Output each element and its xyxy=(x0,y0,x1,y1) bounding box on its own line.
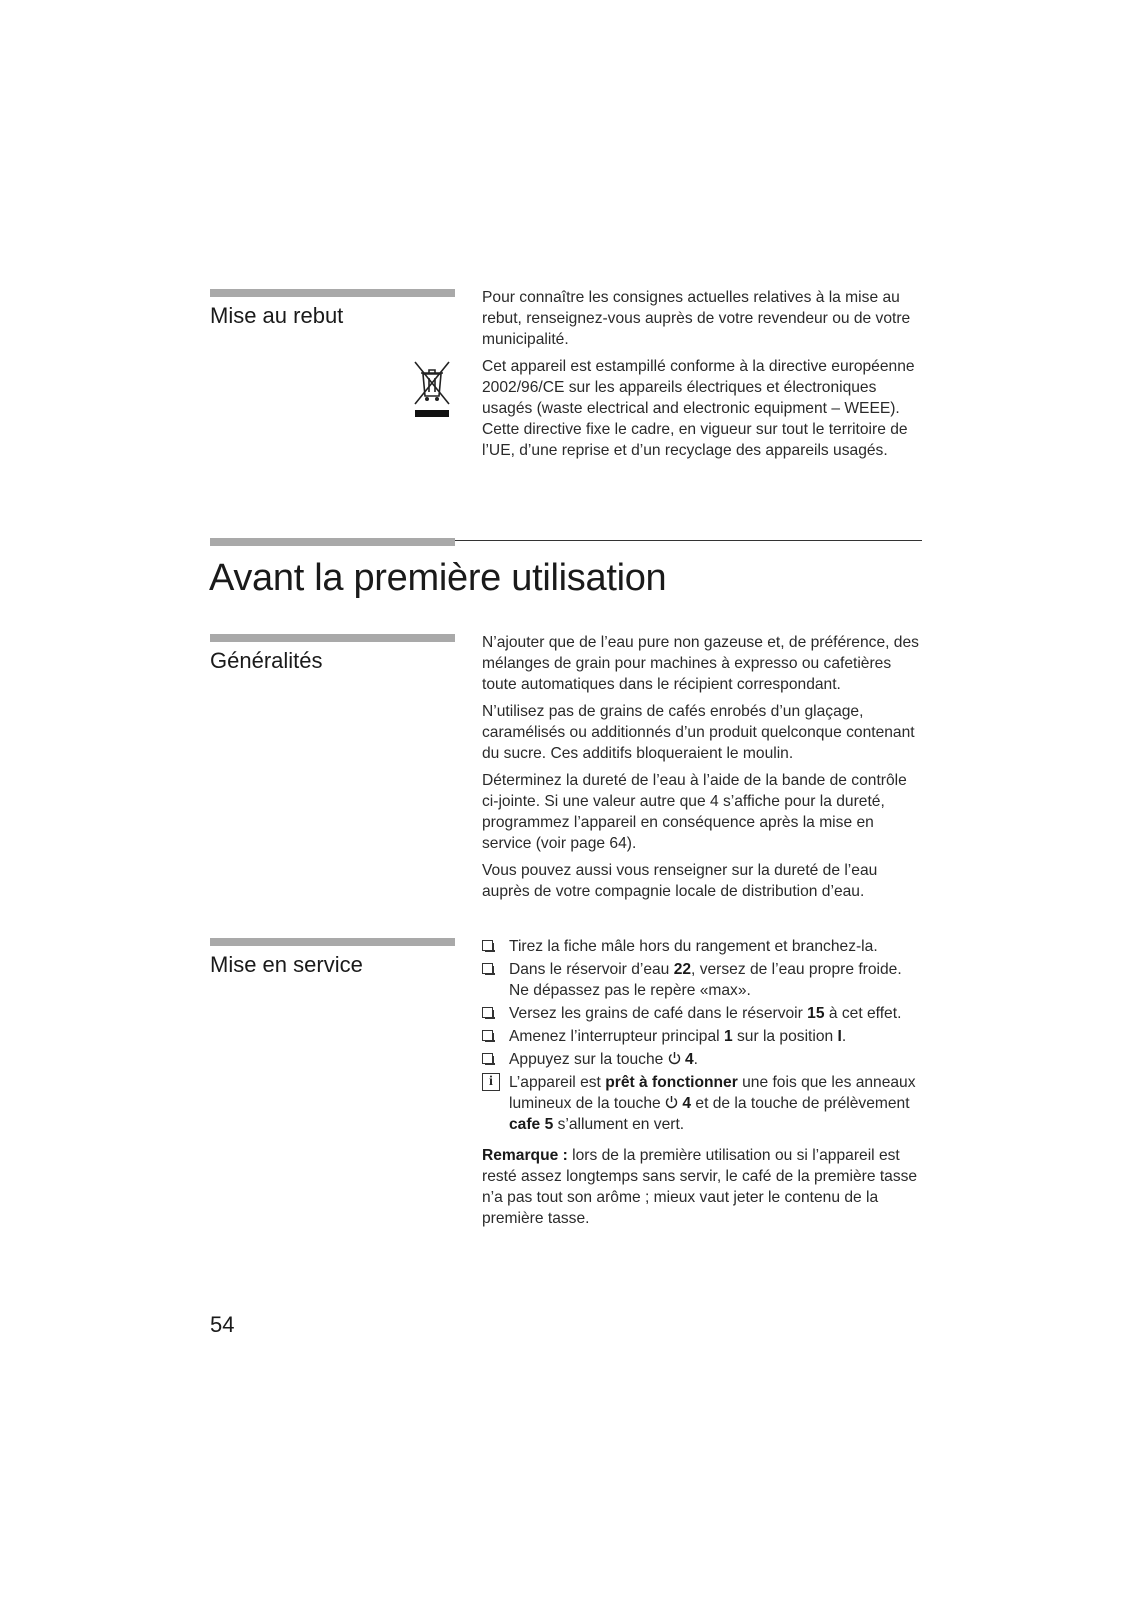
generalites-paragraph: N’utilisez pas de grains de cafés enrobés d’un glaçage, caramélisés ou additionnés d’un produit quelconque contenant du sucre. Ces additifs bloqueraient le moulin. xyxy=(482,703,915,762)
page-number: 54 xyxy=(210,1312,235,1337)
page-title: Avant la première utilisation xyxy=(209,557,667,599)
info-icon: i xyxy=(482,1073,500,1091)
section-heading-generalites: Généralités xyxy=(210,648,323,673)
step-item: Tirez la fiche mâle hors du rangement et branchez-la. xyxy=(482,936,922,957)
generalites-paragraph: Déterminez la dureté de l’eau à l’aide de la bande de contrôle ci-jointe. Si une valeur autre que 4 s’affiche pour la dureté, programmez l’appareil en conséquence après la mise en service (voir page 64). xyxy=(482,772,907,852)
rebut-paragraph: Pour connaître les consignes actuelles relatives à la mise au rebut, renseignez-vous auprès de votre revendeur ou de votre municipalité. xyxy=(482,289,911,348)
title-divider-bar xyxy=(210,538,455,546)
checkbox-bullet-icon xyxy=(482,940,493,951)
power-icon xyxy=(665,1095,678,1109)
section-heading-mise-au-rebut: Mise au rebut xyxy=(210,303,344,328)
step-item: Amenez l’interrupteur principal 1 sur la position I. xyxy=(482,1026,922,1047)
checkbox-bullet-icon xyxy=(482,1030,493,1041)
section-divider-bar xyxy=(210,289,455,297)
checkbox-bullet-icon xyxy=(482,1007,493,1018)
section-divider-bar xyxy=(210,938,455,946)
title-rule xyxy=(455,540,922,541)
weee-crossed-bin-icon xyxy=(413,360,451,418)
rebut-text xyxy=(482,287,922,467)
checkbox-bullet-icon xyxy=(482,1053,493,1064)
generalites-paragraph: Vous pouvez aussi vous renseigner sur la dureté de l’eau auprès de votre compagnie locale de distribution d’eau. xyxy=(482,862,878,900)
checkbox-bullet-icon xyxy=(482,963,493,974)
remark-paragraph: Remarque : lors de la première utilisation ou si l’appareil est resté assez longtemps sans servir, le café de la première tasse n’a pas tout son arôme ; mieux vaut jeter le contenu de la première tasse. xyxy=(482,1147,918,1227)
step-item: Appuyez sur la touche 4. xyxy=(482,1049,922,1070)
step-item: Versez les grains de café dans le réservoir 15 à cet effet. xyxy=(482,1003,922,1024)
service-text xyxy=(482,936,922,1235)
section-heading-mise-en-service: Mise en service xyxy=(210,952,363,977)
steps-list xyxy=(482,936,922,1070)
rebut-paragraph: Cet appareil est estampillé conforme à la directive européenne 2002/96/CE sur les appareils électriques et électroniques usagés (waste electrical and electronic equipment – WEEE). Cette directive fixe le cadre, en vigueur sur tout le territoire de l’UE, d’une reprise et d’un recyclage des appareils usagés. xyxy=(482,358,915,459)
info-note: i L’appareil est prêt à fonctionner une fois que les anneaux lumineux de la touche 4 et de la touche de prélèvement cafe 5 s’allument en vert. xyxy=(482,1072,922,1135)
step-item: Dans le réservoir d’eau 22, versez de l’eau propre froide. Ne dépassez pas le repère «max». xyxy=(482,959,922,1001)
generalites-text xyxy=(482,632,922,908)
section-divider-bar xyxy=(210,634,455,642)
generalites-paragraph: N’ajouter que de l’eau pure non gazeuse et, de préférence, des mélanges de grain pour machines à expresso ou cafetières toute automatiques dans le récipient correspondant. xyxy=(482,634,919,693)
power-icon xyxy=(668,1051,681,1065)
